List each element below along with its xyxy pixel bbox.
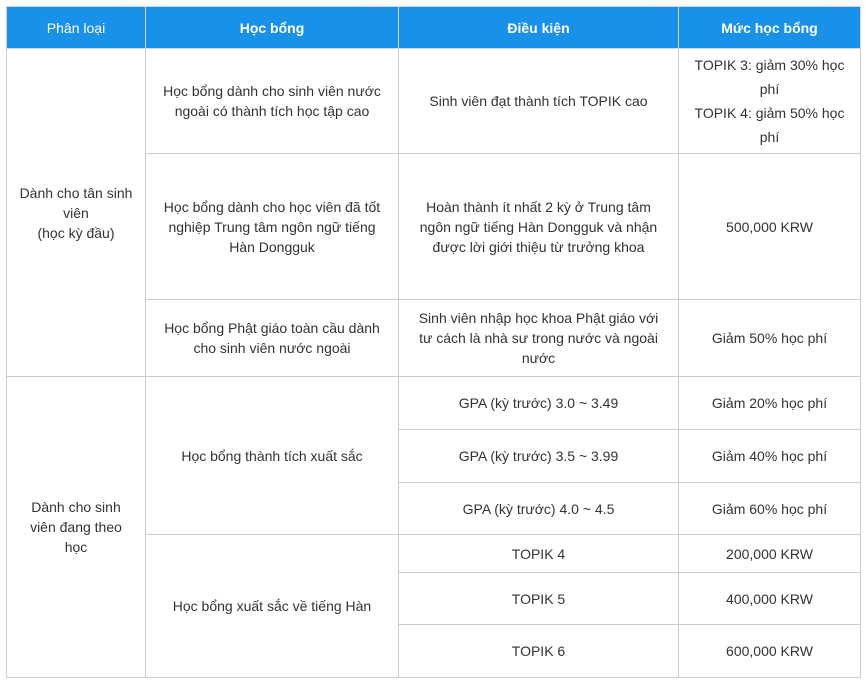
amount-cell — [679, 535, 861, 573]
condition-cell — [399, 430, 679, 483]
scholarship-cell — [146, 300, 399, 377]
cell-line: ngôn ngữ tiếng Hàn Dongguk và nhận — [419, 218, 658, 235]
table-row — [7, 377, 861, 430]
cell-line: ngoài có thành tích học tập cao — [174, 103, 370, 119]
cell-line: Giảm 20% học phí — [711, 395, 828, 411]
cell-line: (học kỳ đầu) — [37, 224, 115, 241]
table-header — [7, 7, 861, 49]
category-cell-current-students — [7, 377, 146, 678]
cell-line: viên — [63, 204, 89, 221]
amount-cell — [679, 625, 861, 678]
scholarship-cell — [146, 377, 399, 535]
cell-line: Học bổng dành cho sinh viên nước — [163, 83, 381, 99]
amount-cell — [679, 573, 861, 625]
cell-line: Học bổng xuất sắc về tiếng Hàn — [172, 598, 372, 614]
table-row — [7, 49, 861, 154]
cell-line: Sinh viên nhập học khoa Phật giáo với — [418, 310, 659, 326]
cell-line: GPA (kỳ trước) 4.0 ~ 4.5 — [462, 500, 615, 517]
cell-line: 200,000 KRW — [726, 545, 813, 562]
table-body — [7, 49, 861, 678]
condition-cell — [399, 573, 679, 625]
header-scholarship: Học bổng — [146, 7, 399, 49]
cell-line: Dành cho tân sinh — [19, 184, 133, 201]
condition-cell — [399, 483, 679, 535]
cell-line: phí — [759, 129, 780, 145]
condition-cell — [399, 377, 679, 430]
cell-line: 500,000 KRW — [726, 218, 813, 235]
cell-line: Giảm 50% học phí — [711, 330, 828, 346]
header-category: Phân loại — [7, 7, 146, 49]
amount-cell — [679, 300, 861, 377]
amount-cell — [679, 377, 861, 430]
amount-cell — [679, 154, 861, 300]
cell-line: 400,000 KRW — [726, 590, 813, 607]
scholarship-table — [6, 6, 861, 678]
cell-line: Sinh viên đạt thành tích TOPIK cao — [429, 93, 648, 109]
condition-cell — [399, 49, 679, 154]
cell-line: Hàn Dongguk — [229, 238, 315, 255]
cell-line: GPA (kỳ trước) 3.0 ~ 3.49 — [458, 395, 619, 411]
condition-cell — [399, 535, 679, 573]
header-amount: Mức học bổng — [679, 7, 861, 49]
cell-line: Học bổng dành cho học viên đã tốt — [163, 198, 381, 215]
cell-line: tư cách là nhà sư trong nước và ngoài — [419, 330, 658, 346]
cell-line: Học bổng thành tích xuất sắc — [181, 447, 363, 464]
cell-line: TOPIK 3: giảm 30% học — [694, 57, 845, 73]
condition-cell — [399, 154, 679, 300]
cell-line: viên đang theo — [30, 519, 122, 535]
condition-cell — [399, 300, 679, 377]
category-cell-new-students — [7, 49, 146, 377]
cell-line: TOPIK 4 — [511, 545, 566, 562]
cell-line: TOPIK 6 — [511, 643, 566, 659]
cell-line: Giảm 40% học phí — [711, 448, 828, 464]
cell-line: được lời giới thiệu từ trưởng khoa — [432, 238, 645, 255]
cell-line: Hoàn thành ít nhất 2 kỳ ở Trung tâm — [426, 198, 651, 215]
scholarship-cell — [146, 154, 399, 300]
cell-line: Giảm 60% học phí — [711, 500, 828, 517]
cell-line: phí — [759, 81, 780, 97]
amount-cell — [679, 483, 861, 535]
cell-line: cho sinh viên nước ngoài — [193, 340, 351, 356]
cell-line: Học bổng Phật giáo toàn cầu dành — [164, 320, 380, 336]
scholarship-cell — [146, 535, 399, 678]
header-condition: Điều kiện — [399, 7, 679, 49]
amount-cell — [679, 49, 861, 154]
amount-cell — [679, 430, 861, 483]
cell-line: TOPIK 4: giảm 50% học — [694, 105, 845, 121]
cell-line: Dành cho sinh — [31, 499, 121, 515]
header-row — [7, 7, 861, 49]
cell-line: 600,000 KRW — [726, 643, 813, 659]
cell-line: học — [64, 539, 88, 555]
scholarship-cell — [146, 49, 399, 154]
cell-line: TOPIK 5 — [511, 590, 566, 607]
cell-line: nước — [521, 350, 556, 366]
condition-cell — [399, 625, 679, 678]
cell-line: nghiệp Trung tâm ngôn ngữ tiếng — [168, 218, 376, 235]
cell-line: GPA (kỳ trước) 3.5 ~ 3.99 — [458, 448, 619, 464]
